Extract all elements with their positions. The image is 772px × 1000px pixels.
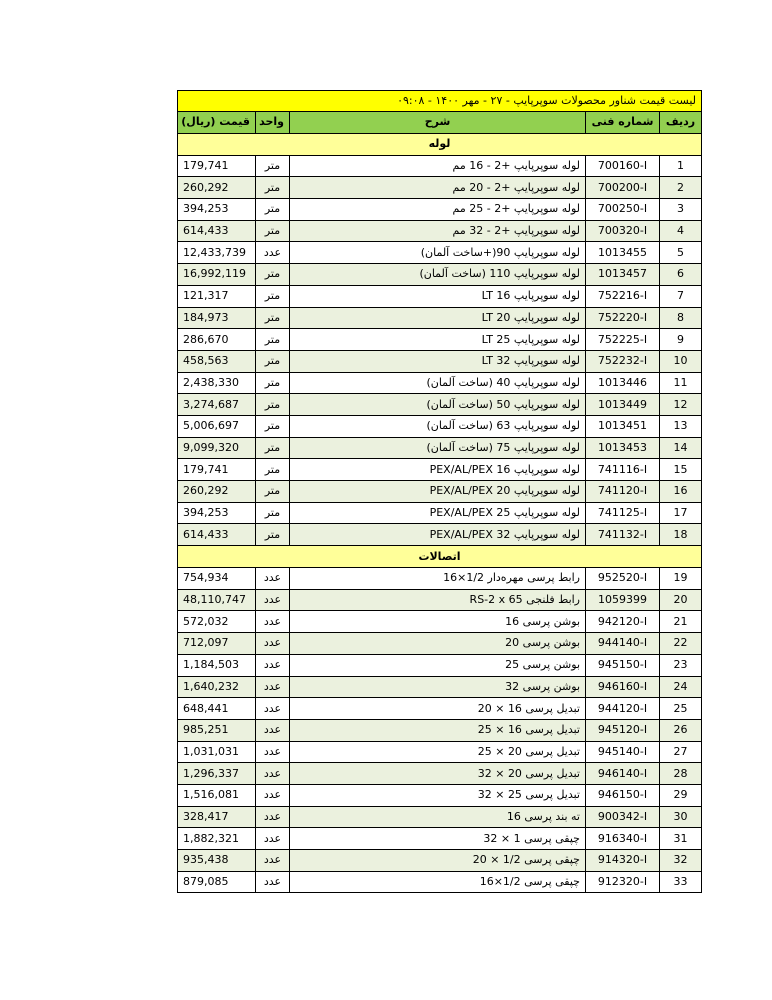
row-index: 10 <box>660 350 702 372</box>
technical-code: 741116-I <box>586 459 660 481</box>
table-row <box>178 415 702 437</box>
price-rial: 935,438 <box>178 850 256 872</box>
table-row <box>178 350 702 372</box>
row-index: 28 <box>660 763 702 785</box>
header-unit: واحد <box>256 112 290 134</box>
table-row <box>178 568 702 590</box>
unit: عدد <box>256 633 290 655</box>
row-index: 18 <box>660 524 702 546</box>
row-index: 17 <box>660 502 702 524</box>
header-price: قیمت (ریال) <box>178 112 256 134</box>
product-description: لوله سوپرپایپ +2 - 25 مم <box>290 199 586 221</box>
table-row <box>178 871 702 893</box>
row-index: 30 <box>660 806 702 828</box>
technical-code: 946140-I <box>586 763 660 785</box>
row-index: 11 <box>660 372 702 394</box>
product-description: لوله سوپرپایپ PEX/AL/PEX 16 <box>290 459 586 481</box>
product-description: تبدیل پرسی 16 × 25 <box>290 719 586 741</box>
price-rial: 260,292 <box>178 177 256 199</box>
unit: عدد <box>256 806 290 828</box>
product-description: بوشن پرسی 16 <box>290 611 586 633</box>
product-description: تبدیل پرسی 20 × 25 <box>290 741 586 763</box>
unit: متر <box>256 285 290 307</box>
unit: متر <box>256 220 290 242</box>
product-description: لوله سوپرپایپ +2 - 20 مم <box>290 177 586 199</box>
section-header-row <box>178 133 702 155</box>
row-index: 5 <box>660 242 702 264</box>
table-row <box>178 524 702 546</box>
product-description: تبدیل پرسی 16 × 20 <box>290 698 586 720</box>
price-rial: 394,253 <box>178 502 256 524</box>
row-index: 7 <box>660 285 702 307</box>
row-index: 4 <box>660 220 702 242</box>
row-index: 27 <box>660 741 702 763</box>
row-index: 3 <box>660 199 702 221</box>
row-index: 1 <box>660 155 702 177</box>
price-rial: 614,433 <box>178 220 256 242</box>
row-index: 13 <box>660 415 702 437</box>
price-rial: 16,992,119 <box>178 264 256 286</box>
technical-code: 700320-I <box>586 220 660 242</box>
price-rial: 1,882,321 <box>178 828 256 850</box>
technical-code: 741125-I <box>586 502 660 524</box>
technical-code: 700160-I <box>586 155 660 177</box>
header-index: ردیف <box>660 112 702 134</box>
row-index: 21 <box>660 611 702 633</box>
price-rial: 184,973 <box>178 307 256 329</box>
unit: عدد <box>256 763 290 785</box>
row-index: 2 <box>660 177 702 199</box>
product-description: بوشن پرسی 32 <box>290 676 586 698</box>
table-row <box>178 481 702 503</box>
product-description: لوله سوپرپایپ LT 32 <box>290 350 586 372</box>
unit: متر <box>256 329 290 351</box>
row-index: 33 <box>660 871 702 893</box>
product-description: تبدیل پرسی 25 × 32 <box>290 784 586 806</box>
product-description: لوله سوپرپایپ PEX/AL/PEX 32 <box>290 524 586 546</box>
price-rial: 879,085 <box>178 871 256 893</box>
technical-code: 1059399 <box>586 589 660 611</box>
unit: عدد <box>256 850 290 872</box>
product-description: لوله سوپرپایپ 40 (ساخت آلمان) <box>290 372 586 394</box>
technical-code: 914320-I <box>586 850 660 872</box>
unit: عدد <box>256 741 290 763</box>
price-rial: 1,516,081 <box>178 784 256 806</box>
table-row <box>178 264 702 286</box>
price-rial: 3,274,687 <box>178 394 256 416</box>
technical-code: 944120-I <box>586 698 660 720</box>
technical-code: 944140-I <box>586 633 660 655</box>
technical-code: 1013446 <box>586 372 660 394</box>
table-row <box>178 850 702 872</box>
price-rial: 260,292 <box>178 481 256 503</box>
row-index: 22 <box>660 633 702 655</box>
table-row <box>178 784 702 806</box>
unit: متر <box>256 155 290 177</box>
product-description: لوله سوپرپایپ LT 20 <box>290 307 586 329</box>
technical-code: 945150-I <box>586 654 660 676</box>
table-row <box>178 676 702 698</box>
unit: متر <box>256 199 290 221</box>
technical-code: 700250-I <box>586 199 660 221</box>
unit: متر <box>256 524 290 546</box>
page-title: لیست قیمت شناور محصولات سوپرپایپ - ۲۷ - مهر ۱۴۰۰ - ۰۹:۰۸ <box>178 91 702 112</box>
price-rial: 648,441 <box>178 698 256 720</box>
unit: عدد <box>256 589 290 611</box>
unit: عدد <box>256 568 290 590</box>
technical-code: 946160-I <box>586 676 660 698</box>
product-description: لوله سوپرپایپ PEX/AL/PEX 25 <box>290 502 586 524</box>
table-row <box>178 806 702 828</box>
technical-code: 952520-I <box>586 568 660 590</box>
price-list-table <box>177 90 702 893</box>
technical-code: 1013449 <box>586 394 660 416</box>
technical-code: 916340-I <box>586 828 660 850</box>
row-index: 31 <box>660 828 702 850</box>
table-row <box>178 589 702 611</box>
price-rial: 48,110,747 <box>178 589 256 611</box>
technical-code: 700200-I <box>586 177 660 199</box>
row-index: 12 <box>660 394 702 416</box>
product-description: لوله سوپرپایپ +2 - 16 مم <box>290 155 586 177</box>
technical-code: 945120-I <box>586 719 660 741</box>
price-rial: 328,417 <box>178 806 256 828</box>
technical-code: 946150-I <box>586 784 660 806</box>
header-description: شرح <box>290 112 586 134</box>
unit: عدد <box>256 676 290 698</box>
price-rial: 179,741 <box>178 155 256 177</box>
unit: عدد <box>256 654 290 676</box>
price-rial: 1,640,232 <box>178 676 256 698</box>
price-rial: 5,006,697 <box>178 415 256 437</box>
row-index: 14 <box>660 437 702 459</box>
price-rial: 1,296,337 <box>178 763 256 785</box>
unit: متر <box>256 307 290 329</box>
unit: متر <box>256 459 290 481</box>
product-description: لوله سوپرپایپ LT 25 <box>290 329 586 351</box>
table-row <box>178 719 702 741</box>
unit: متر <box>256 177 290 199</box>
price-rial: 614,433 <box>178 524 256 546</box>
technical-code: 752220-I <box>586 307 660 329</box>
product-description: رابط پرسی مهره‌دار 1/2×16 <box>290 568 586 590</box>
price-rial: 394,253 <box>178 199 256 221</box>
product-description: لوله سوپرپایپ PEX/AL/PEX 20 <box>290 481 586 503</box>
row-index: 9 <box>660 329 702 351</box>
row-index: 20 <box>660 589 702 611</box>
product-description: رابط فلنجی RS-2 x 65 <box>290 589 586 611</box>
product-description: چپقی پرسی 1/2 × 20 <box>290 850 586 872</box>
technical-code: 1013451 <box>586 415 660 437</box>
unit: متر <box>256 372 290 394</box>
row-index: 25 <box>660 698 702 720</box>
price-rial: 179,741 <box>178 459 256 481</box>
table-row <box>178 220 702 242</box>
table-row <box>178 285 702 307</box>
row-index: 23 <box>660 654 702 676</box>
technical-code: 752225-I <box>586 329 660 351</box>
table-row <box>178 307 702 329</box>
price-rial: 12,433,739 <box>178 242 256 264</box>
section-header-row <box>178 546 702 568</box>
technical-code: 912320-I <box>586 871 660 893</box>
header-code: شماره فنی <box>586 112 660 134</box>
price-rial: 2,438,330 <box>178 372 256 394</box>
price-rial: 458,563 <box>178 350 256 372</box>
technical-code: 752232-I <box>586 350 660 372</box>
product-description: چپقی پرسی 1/2×16 <box>290 871 586 893</box>
row-index: 32 <box>660 850 702 872</box>
row-index: 8 <box>660 307 702 329</box>
product-description: لوله سوپرپایپ +2 - 32 مم <box>290 220 586 242</box>
section-title: لوله <box>178 133 702 155</box>
unit: عدد <box>256 784 290 806</box>
price-rial: 572,032 <box>178 611 256 633</box>
unit: متر <box>256 264 290 286</box>
unit: متر <box>256 502 290 524</box>
section-title: اتصالات <box>178 546 702 568</box>
table-row <box>178 828 702 850</box>
table-row <box>178 698 702 720</box>
table-row <box>178 741 702 763</box>
table-row <box>178 437 702 459</box>
technical-code: 1013457 <box>586 264 660 286</box>
price-rial: 1,184,503 <box>178 654 256 676</box>
price-rial: 9,099,320 <box>178 437 256 459</box>
row-index: 6 <box>660 264 702 286</box>
table-row <box>178 199 702 221</box>
price-rial: 1,031,031 <box>178 741 256 763</box>
table-row <box>178 502 702 524</box>
price-rial: 121,317 <box>178 285 256 307</box>
unit: عدد <box>256 828 290 850</box>
row-index: 19 <box>660 568 702 590</box>
table-row <box>178 394 702 416</box>
product-description: لوله سوپرپایپ LT 16 <box>290 285 586 307</box>
table-row <box>178 329 702 351</box>
product-description: بوشن پرسی 20 <box>290 633 586 655</box>
unit: عدد <box>256 719 290 741</box>
product-description: تبدیل پرسی 20 × 32 <box>290 763 586 785</box>
unit: متر <box>256 437 290 459</box>
row-index: 15 <box>660 459 702 481</box>
row-index: 26 <box>660 719 702 741</box>
technical-code: 1013455 <box>586 242 660 264</box>
product-description: لوله سوپرپایپ 110 (ساخت آلمان) <box>290 264 586 286</box>
product-description: ته بند پرسی 16 <box>290 806 586 828</box>
technical-code: 900342-I <box>586 806 660 828</box>
technical-code: 942120-I <box>586 611 660 633</box>
header-row <box>178 112 702 134</box>
row-index: 24 <box>660 676 702 698</box>
technical-code: 741120-I <box>586 481 660 503</box>
price-rial: 712,097 <box>178 633 256 655</box>
table-row <box>178 633 702 655</box>
table-row <box>178 654 702 676</box>
product-description: لوله سوپرپایپ 50 (ساخت آلمان) <box>290 394 586 416</box>
product-description: بوشن پرسی 25 <box>290 654 586 676</box>
unit: عدد <box>256 871 290 893</box>
title-row <box>178 91 702 112</box>
table-row <box>178 242 702 264</box>
technical-code: 1013453 <box>586 437 660 459</box>
table-row <box>178 611 702 633</box>
table-row <box>178 459 702 481</box>
technical-code: 752216-I <box>586 285 660 307</box>
unit: متر <box>256 350 290 372</box>
unit: عدد <box>256 698 290 720</box>
product-description: چپقی پرسی 1 × 32 <box>290 828 586 850</box>
table-row <box>178 177 702 199</box>
technical-code: 741132-I <box>586 524 660 546</box>
unit: متر <box>256 415 290 437</box>
product-description: لوله سوپرپایپ 75 (ساخت آلمان) <box>290 437 586 459</box>
unit: عدد <box>256 242 290 264</box>
row-index: 29 <box>660 784 702 806</box>
table-row <box>178 155 702 177</box>
technical-code: 945140-I <box>586 741 660 763</box>
product-description: لوله سوپرپایپ 63 (ساخت آلمان) <box>290 415 586 437</box>
price-rial: 286,670 <box>178 329 256 351</box>
unit: متر <box>256 481 290 503</box>
row-index: 16 <box>660 481 702 503</box>
product-description: لوله سوپرپایپ 90(+ساخت آلمان) <box>290 242 586 264</box>
price-rial: 754,934 <box>178 568 256 590</box>
price-rial: 985,251 <box>178 719 256 741</box>
unit: عدد <box>256 611 290 633</box>
unit: متر <box>256 394 290 416</box>
table-row <box>178 763 702 785</box>
table-row <box>178 372 702 394</box>
table-body <box>178 133 702 893</box>
